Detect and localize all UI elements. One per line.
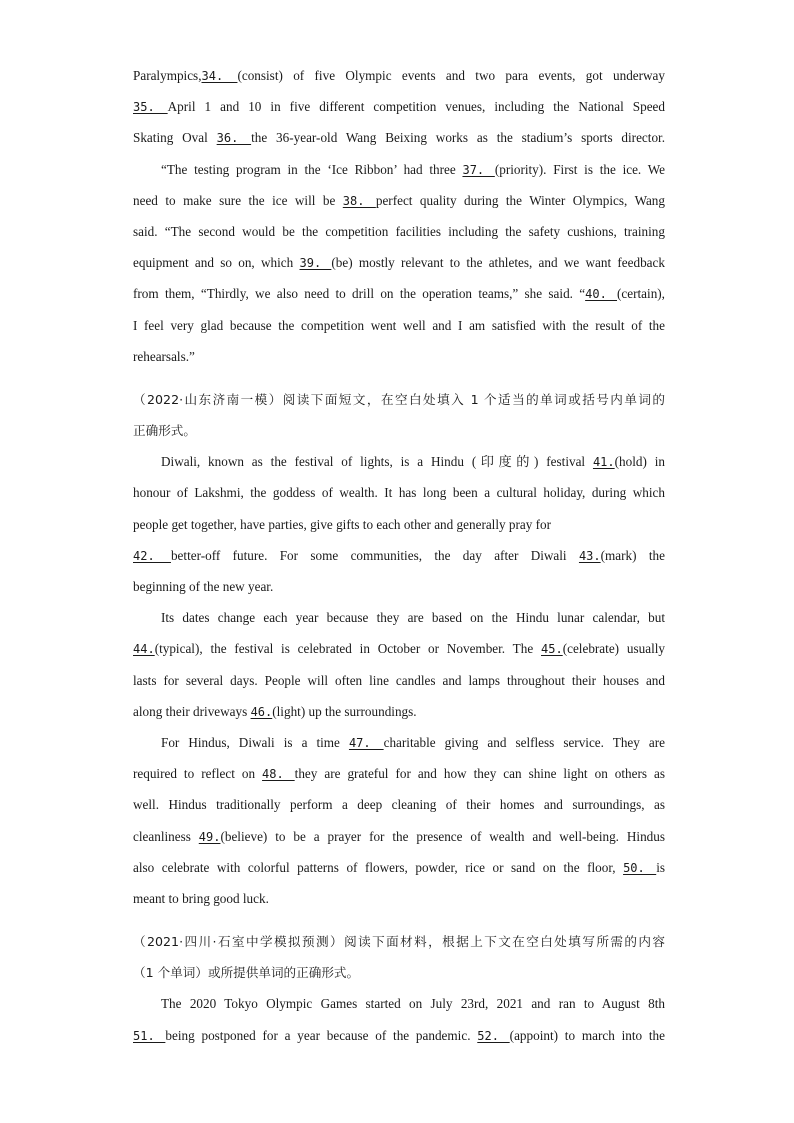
text-line [133, 540, 665, 571]
text-segment: (believe) to be a prayer for the presence of wealth and well-being. Hindus [220, 828, 665, 844]
text-line [133, 446, 665, 477]
answer-blank[interactable]: 49. [198, 829, 221, 844]
answer-blank[interactable]: 44. [133, 642, 155, 657]
text-segment: also celebrate with colorful patterns of flowers, powder, rice or sand on the floor, [133, 859, 624, 875]
text-line [133, 571, 665, 602]
text-line [133, 988, 665, 1019]
text-segment: Its dates change each year because they are based on the Hindu lunar calendar, but [161, 610, 665, 626]
answer-blank[interactable]: 39. [299, 256, 332, 271]
text-segment: along their driveways [133, 703, 251, 719]
text-line [133, 216, 665, 247]
text-segment: honour of Lakshmi, the goddess of wealth. It has long been a cultural holiday, during which [133, 485, 665, 501]
answer-blank[interactable]: 34. [201, 69, 238, 83]
text-segment: need to make sure the ice will be [133, 192, 343, 208]
text-segment: (consist) of five Olympic events and two para events, got underway [237, 68, 665, 83]
text-segment: (appoint) to march into the [509, 1027, 665, 1043]
answer-blank[interactable]: 36. [216, 131, 252, 146]
text-line [133, 821, 665, 852]
passage-olympic-venues [133, 60, 665, 372]
text-segment: I feel very glad because the competition went well and I am satisfied with the result of the [133, 317, 665, 333]
text-segment: the 36-year-old Wang Beixing works as the stadium’s sports director. [251, 130, 665, 146]
exercise-heading: （1 个单词）或所提供单词的正确形式。 [133, 965, 360, 981]
text-segment: they are grateful for and how they can shine light on others as [294, 766, 665, 782]
answer-blank[interactable]: 52. [477, 1028, 510, 1043]
text-line [133, 341, 665, 372]
exercise-heading: （2021·四川·石室中学模拟预测）阅读下面材料，根据上下文在空白处填写所需的内容 [133, 934, 665, 950]
exercise-heading: 正确形式。 [133, 423, 196, 439]
text-segment: (hold) in [614, 454, 665, 470]
text-segment: (be) mostly relevant to the athletes, and we want feedback [331, 255, 665, 271]
text-line [133, 60, 665, 91]
text-line [133, 727, 665, 758]
text-segment: The 2020 Tokyo Olympic Games started on July 23rd, 2021 and ran to August 8th [161, 996, 665, 1012]
text-segment: For Hindus, Diwali is a time [161, 734, 349, 750]
text-segment: well. Hindus traditionally perform a deep cleaning of their homes and surroundings, as [133, 797, 665, 813]
passage-diwali [133, 384, 665, 914]
text-segment: lasts for several days. People will often line candles and lamps throughout their houses and [133, 672, 665, 688]
text-line [133, 91, 665, 122]
text-segment: people get together, have parties, give gifts to each other and generally pray for [133, 516, 552, 532]
text-segment: meant to bring good luck. [133, 890, 269, 906]
text-line [133, 665, 665, 696]
text-segment: (light) up the surroundings. [272, 703, 417, 719]
text-line [133, 122, 665, 153]
text-segment: beginning of the new year. [133, 579, 274, 594]
text-segment: said. “The second would be the competition facilities including the safety cushions, training [133, 223, 665, 239]
answer-blank[interactable]: 46. [250, 704, 273, 719]
answer-blank[interactable]: 41. [592, 455, 615, 470]
text-segment: Paralympics, [133, 68, 202, 83]
text-segment: being postponed for a year because of the pandemic. [165, 1027, 478, 1043]
answer-blank[interactable]: 43. [578, 548, 601, 563]
text-segment: (celebrate) usually [562, 641, 665, 657]
text-line [133, 185, 665, 216]
text-segment: “The testing program in the ‘Ice Ribbon’ had three [161, 161, 463, 177]
text-segment: (priority). First is the ice. We [494, 161, 665, 177]
answer-blank[interactable]: 51. [133, 1028, 166, 1043]
text-line [133, 1020, 665, 1051]
answer-blank[interactable]: 50. [623, 860, 657, 875]
answer-blank[interactable]: 45. [541, 642, 563, 657]
text-line [133, 509, 665, 540]
text-segment: (certain), [617, 286, 665, 302]
answer-blank[interactable]: 42. [133, 548, 171, 563]
text-line [133, 154, 665, 185]
text-segment: Skating Oval [133, 130, 217, 146]
text-line [133, 633, 665, 664]
text-segment: charitable giving and selfless service. They are [383, 734, 665, 750]
document-page [133, 60, 665, 1051]
text-line [133, 247, 665, 278]
text-line [133, 883, 665, 914]
text-line [133, 278, 665, 309]
text-line [133, 477, 665, 508]
answer-blank[interactable]: 47. [348, 735, 384, 750]
answer-blank[interactable]: 38. [342, 193, 376, 208]
text-segment: April 1 and 10 in five different competition venues, including the National Speed [167, 99, 665, 115]
text-line [133, 758, 665, 789]
exercise-heading: （2022·山东济南一模）阅读下面短文，在空白处填入 1 个适当的单词或括号内单词的 [133, 391, 665, 407]
text-segment: perfect quality during the Winter Olympics, Wang [375, 192, 665, 208]
answer-blank[interactable]: 48. [262, 767, 295, 782]
text-segment: (typical), the festival is celebrated in October or November. The [154, 641, 542, 657]
text-line [133, 310, 665, 341]
text-segment: cleanliness [133, 828, 199, 844]
answer-blank[interactable]: 40. [585, 287, 618, 302]
text-segment: is [656, 859, 665, 875]
text-segment: from them, “Thirdly, we also need to drill on the operation teams,” she said. “ [133, 286, 586, 302]
text-segment: Diwali, known as the festival of lights, is a Hindu (印度的) festival [161, 454, 593, 470]
text-segment: better-off future. For some communities, the day after Diwali [170, 547, 579, 563]
text-segment: equipment and so on, which [133, 255, 300, 271]
text-line [133, 696, 665, 727]
text-line [133, 789, 665, 820]
text-line [133, 602, 665, 633]
answer-blank[interactable]: 37. [462, 162, 495, 177]
answer-blank[interactable]: 35. [133, 100, 168, 115]
text-line [133, 852, 665, 883]
passage-tokyo-olympics [133, 926, 665, 1051]
text-segment: rehearsals.” [133, 348, 195, 364]
text-segment: (mark) the [600, 547, 665, 563]
text-segment: required to reflect on [133, 766, 263, 782]
